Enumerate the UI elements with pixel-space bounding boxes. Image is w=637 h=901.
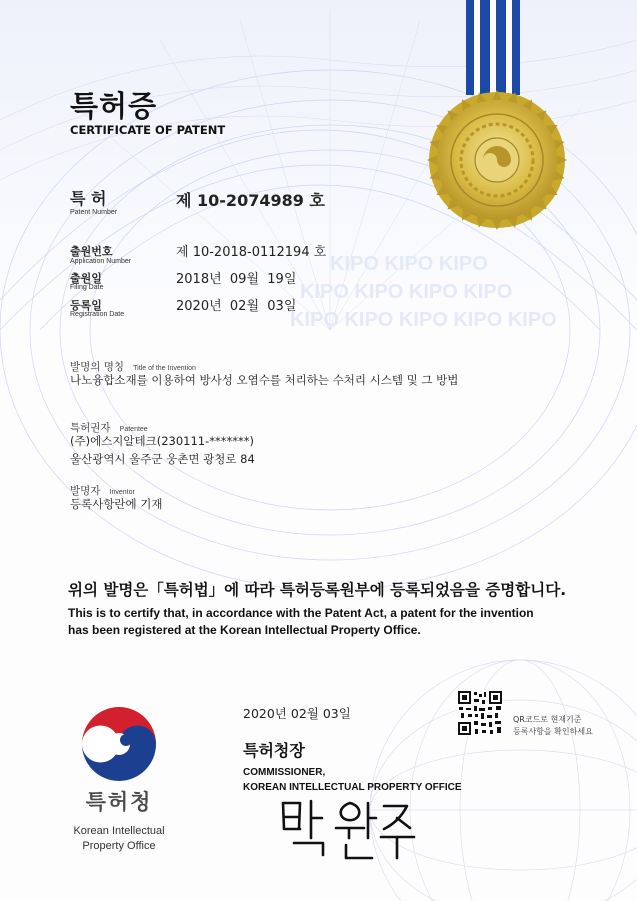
patentee-label-en: Patentee xyxy=(119,426,148,433)
certification-statement-en xyxy=(68,605,608,639)
filing-date-value: 2018년 09월 19일 xyxy=(176,272,297,287)
certification-en-line2: has been registered at the Korean Intellectual Property Office. xyxy=(68,623,421,637)
office-logo-name: 특허청 xyxy=(85,790,153,814)
commissioner-en-line1: COMMISSIONER, xyxy=(243,767,326,778)
registration-date-value: 2020년 02월 03일 xyxy=(176,299,297,314)
svg-text:KIPO KIPO KIPO: KIPO KIPO KIPO xyxy=(330,253,488,275)
commissioner-en-line2: KOREAN INTELLECTUAL PROPERTY OFFICE xyxy=(243,782,462,793)
office-logo-name-en xyxy=(55,824,183,854)
qr-code-icon xyxy=(457,690,503,736)
commissioner-title-en xyxy=(243,765,503,795)
registration-date-label-en: Registration Date xyxy=(70,311,125,318)
patent-number-label-en: Patent Number xyxy=(70,209,118,216)
patent-number-value: 제 10-2074989 호 xyxy=(176,191,325,210)
certification-en-line1: This is to certify that, in accordance with the Patent Act, a patent for the invention xyxy=(68,606,534,620)
office-logo-en-line1: Korean Intellectual xyxy=(73,825,165,837)
patent-number-label: 특 허 xyxy=(70,189,107,208)
inventor-label-en: Inventor xyxy=(109,489,135,496)
certificate-title-en: CERTIFICATE OF PATENT xyxy=(70,123,226,137)
invention-title-value: 나노융합소재를 이용하여 방사성 오염수를 처리하는 수처리 시스템 및 그 방법 xyxy=(70,373,459,387)
inventor-value: 등록사항란에 기재 xyxy=(70,497,163,511)
qr-note xyxy=(513,714,623,738)
filing-date-label: 출원일 xyxy=(70,272,102,285)
gold-seal-icon xyxy=(427,90,567,230)
invention-label: 발명의 명칭 xyxy=(70,361,125,373)
inventor-label: 발명자 xyxy=(70,485,101,497)
taegeuk-logo-icon xyxy=(82,707,156,781)
commissioner-title: 특허청장 xyxy=(243,741,305,760)
issue-date: 2020년 02월 03일 xyxy=(243,706,351,721)
registration-date-label: 등록일 xyxy=(70,299,102,312)
patentee-address: 울산광역시 울주군 웅촌면 광청로 84 xyxy=(70,452,255,466)
office-logo-en-line2: Property Office xyxy=(82,840,156,852)
svg-text:KIPO KIPO KIPO KIPO KIPO: KIPO KIPO KIPO KIPO KIPO xyxy=(290,309,557,331)
patentee-label: 특허권자 xyxy=(70,422,111,434)
certification-statement-ko: 위의 발명은「특허법」에 따라 특허등록원부에 등록되었음을 증명합니다. xyxy=(68,581,567,599)
application-number-label-en: Application Number xyxy=(70,258,132,265)
certificate-title: 특허증 xyxy=(70,89,158,123)
qr-note-line1: QR코드로 현재기준 xyxy=(513,715,582,724)
signature-mark xyxy=(283,801,414,858)
filing-date-label-en: Filing Date xyxy=(70,284,104,291)
invention-label-en: Title of the Invention xyxy=(133,365,196,372)
patentee-name: (주)에스지알테크(230111-*******) xyxy=(70,434,255,448)
application-number-value: 제 10-2018-0112194 호 xyxy=(176,245,327,260)
svg-text:KIPO KIPO KIPO KIPO: KIPO KIPO KIPO KIPO xyxy=(300,281,513,303)
ribbon-icon xyxy=(466,0,520,95)
qr-note-line2: 등록사항을 확인하세요 xyxy=(513,727,593,736)
application-number-label: 출원번호 xyxy=(70,245,113,258)
